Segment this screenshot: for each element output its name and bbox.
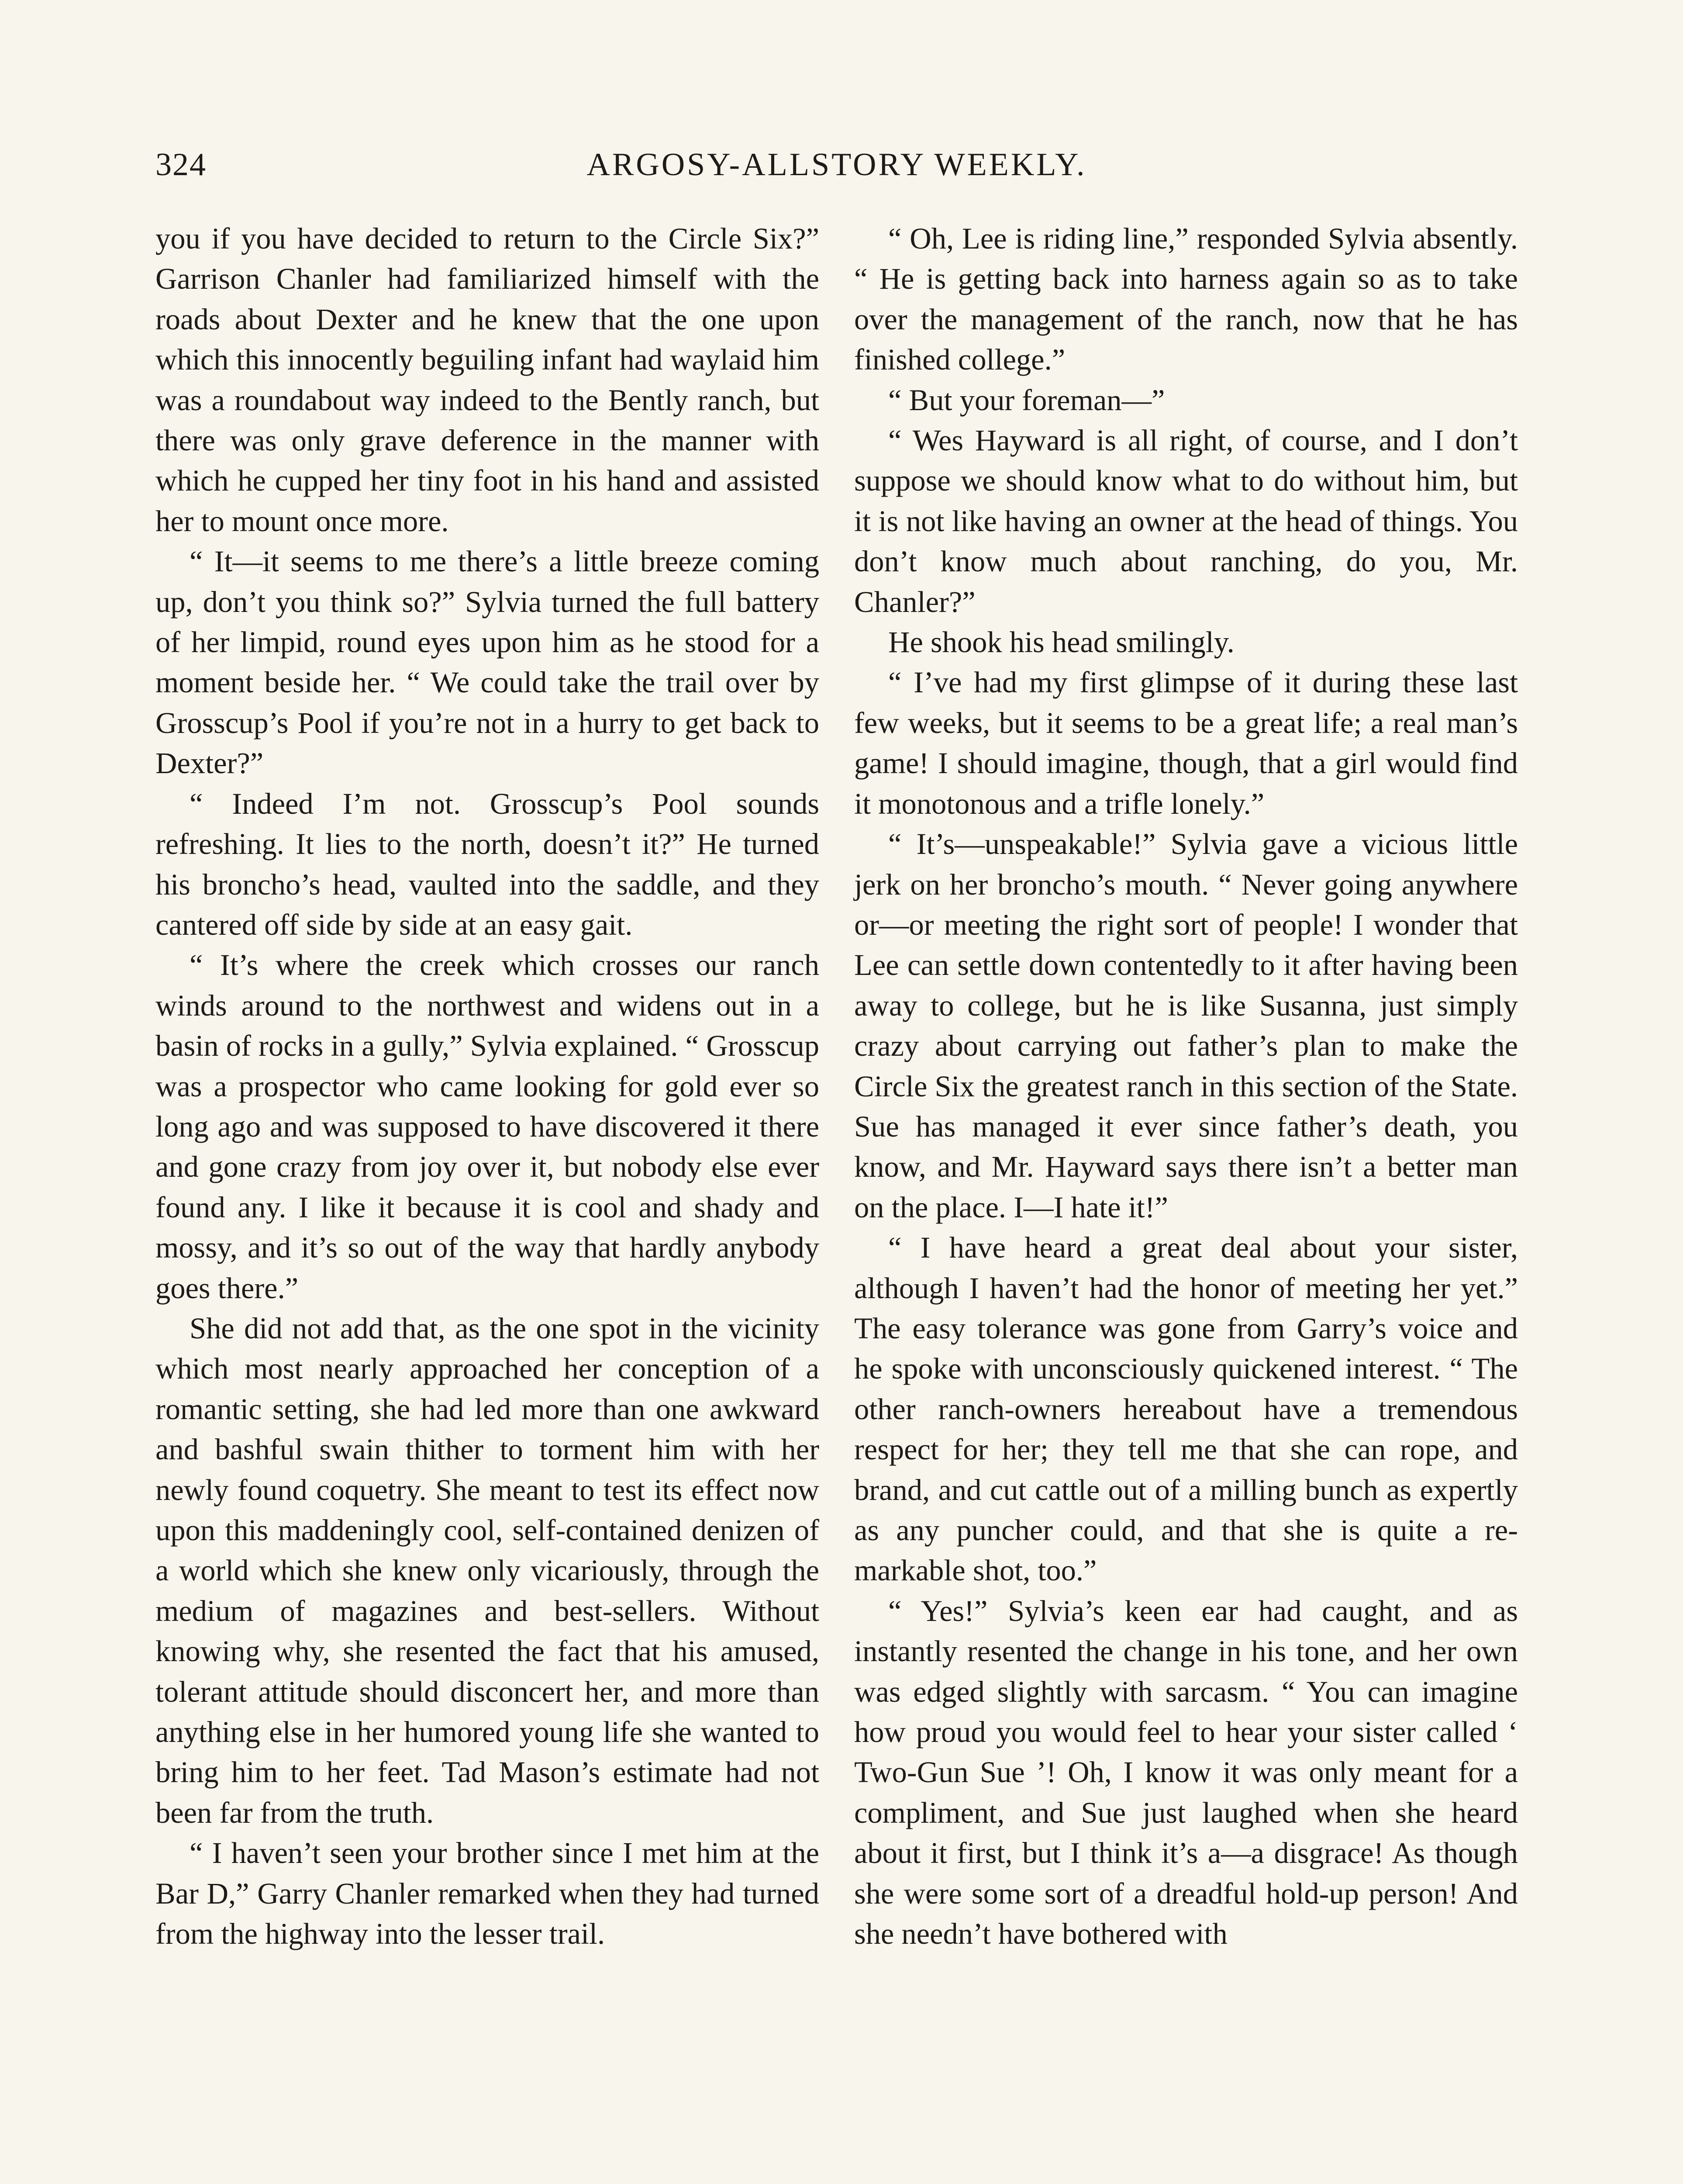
paragraph: He shook his head smilingly. (888, 625, 1235, 659)
paragraph: “ But your foreman—” (888, 383, 1165, 417)
paragraph: you if you have decided to return to the Circle Six?” Garrison Chanler had familiarized himself with the roads about Dexter and he knew that the one upon which this innocently beguiling infant had waylaid him was a roundabout way indeed to the Bently ranch, but there was only grave deference in the manner with which he cupped her tiny foot in his hand and assisted her to mount once more. (155, 222, 819, 538)
right-column (854, 218, 1518, 2184)
page-header (155, 141, 1518, 193)
paragraph: “ Wes Hayward is all right, of course, and I don’t suppose we should know what to do without him, but it is not like having an owner at the head of things. You don’t know much about ranching, do you, Mr. Chanler?” (854, 424, 1518, 619)
left-column (155, 218, 819, 2184)
paragraph: “ Indeed I’m not. Grosscup’s Pool sounds refreshing. It lies to the north, doesn’t it?” He turned his broncho’s head, vaulted into the saddle, and they cantered off side by side at an easy gait. (155, 787, 819, 941)
page-number: 324 (155, 147, 207, 183)
paragraph: “ It—it seems to me there’s a little breeze coming up, don’t you think so?” Sylvia turned the full battery of her limpid, round eyes upon him as he stood for a moment beside her. “ We could take the trail over by Grosscup’s Pool if you’re not in a hurry to get back to Dexter?” (155, 545, 819, 780)
paragraph: “ I’ve had my first glimpse of it during these last few weeks, but it seems to be a great life; a real man’s game! I should imagine, though, that a girl would find it monotonous and a trifle lonely.” (854, 666, 1518, 820)
paragraph: “ Yes!” Sylvia’s keen ear had caught, and as instantly resented the change in his tone, and her own was edged slightly with sarcasm. “ You can imagine how proud you would feel to hear your sister called ‘ Two-Gun Sue ’! Oh, I know it was only meant for a compliment, and Sue just laughed when she heard about it first, but I think it’s a—a disgrace! As though she were some sort of a dreadful hold-up person! And she needn’t have bothered with (854, 1594, 1518, 1951)
paragraph: “ Oh, Lee is riding line,” responded Sylvia absently. “ He is getting back into harness again so as to take over the management of the ranch, now that he has finished college.” (854, 222, 1518, 377)
paragraph: “ It’s—unspeakable!” Sylvia gave a vicious little jerk on her broncho’s mouth. “ Never going anywhere or—or meeting the right sort of people! I wonder that Lee can settle down contentedly to it after having been away to college, but he is like Susanna, just simply crazy about carrying out father’s plan to make the Circle Six the greatest ranch in this section of the State. Sue has managed it ever since father’s death, you know, and Mr. Hayward says there isn’t a better man on the place. I—I hate it!” (854, 827, 1518, 1224)
paragraph: “ I have heard a great deal about your sister, although I haven’t had the honor of meeting her yet.” The easy tolerance was gone from Garry’s voice and he spoke with unconsciously quickened interest. “ The other ranch-owners hereabout have a tremendous respect for her; they tell me that she can rope, and brand, and cut cattle out of a milling bunch as expertly as any puncher could, and that she is quite a remarkable shot, too.” (854, 1231, 1518, 1587)
running-head: ARGOSY-ALLSTORY WEEKLY. (586, 147, 1087, 183)
paragraph: “ I haven’t seen your brother since I met him at the Bar D,” Garry Chanler remarked when they had turned from the highway into the lesser trail. (155, 1836, 819, 1951)
paragraph: “ It’s where the creek which crosses our ranch winds around to the northwest and widens out in a basin of rocks in a gully,” Sylvia explained. “ Grosscup was a prospector who came looking for gold ever so long ago and was supposed to have discovered it there and gone crazy from joy over it, but nobody else ever found any. I like it because it is cool and shady and mossy, and it’s so out of the way that hardly anybody goes there.” (155, 948, 819, 1305)
paragraph: She did not add that, as the one spot in the vicinity which most nearly approached her conception of a romantic setting, she had led more than one awkward and bashful swain thither to torment him with her newly found coquetry. She meant to test its effect now upon this maddeningly cool, self-contained denizen of a world which she knew only vicariously, through the medium of magazines and best-sellers. Without knowing why, she resented the fact that his amused, tolerant attitude should disconcert her, and more than anything else in her humored young life she wanted to bring him to her feet. Tad Mason’s estimate had not been far from the truth. (155, 1311, 819, 1829)
